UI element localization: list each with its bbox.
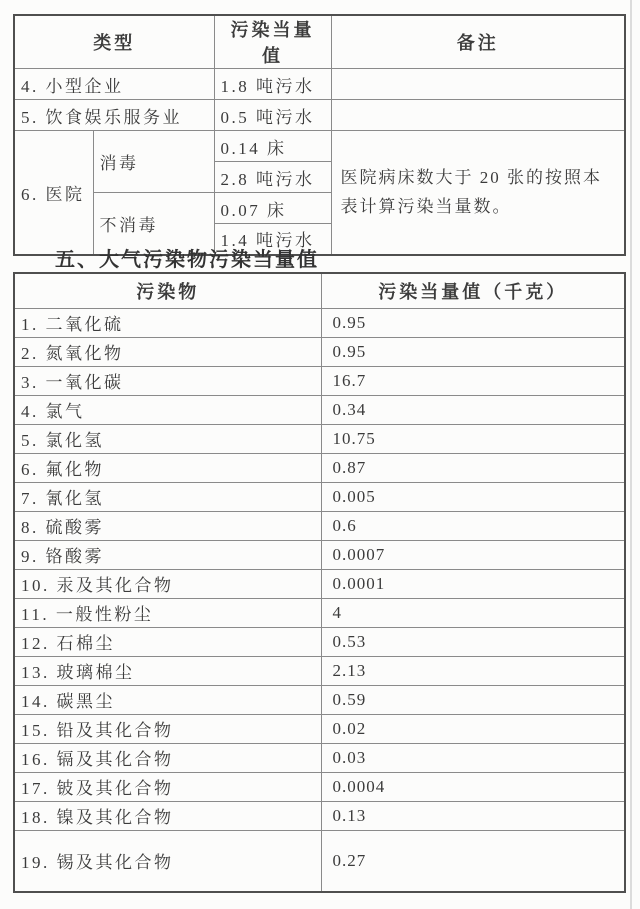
pollutant-cell: 7. 氰化氢 <box>14 482 321 511</box>
value-cell: 0.95 <box>321 308 625 337</box>
water-pollution-equivalent-table <box>13 14 626 256</box>
remark-cell-empty <box>331 69 625 100</box>
pollutant-cell: 14. 碳黑尘 <box>14 685 321 714</box>
value-cell: 0.13 <box>321 801 625 830</box>
value-cell: 0.27 <box>321 830 625 892</box>
hospital-label-cell: 6. 医院 <box>14 131 93 255</box>
column-header-equivalent-value-kg: 污染当量值（千克） <box>321 273 625 308</box>
value-cell: 2.8 吨污水 <box>214 162 331 193</box>
table-row <box>14 366 625 395</box>
pollutant-cell: 1. 二氧化硫 <box>14 308 321 337</box>
table-row <box>14 424 625 453</box>
value-cell: 0.02 <box>321 714 625 743</box>
value-cell: 4 <box>321 598 625 627</box>
table-row <box>14 685 625 714</box>
table-row-hospital-disinfect-1 <box>14 131 625 162</box>
table-row <box>14 598 625 627</box>
pollutant-cell: 5. 氯化氢 <box>14 424 321 453</box>
table-row <box>14 540 625 569</box>
column-header-equivalent-value: 污染当量值 <box>214 15 331 69</box>
pollutant-cell: 19. 锡及其化合物 <box>14 830 321 892</box>
type-cell: 4. 小型企业 <box>14 69 214 100</box>
table-row <box>14 801 625 830</box>
value-cell: 1.4 吨污水 <box>214 224 331 255</box>
table-row <box>14 714 625 743</box>
pollutant-cell: 12. 石棉尘 <box>14 627 321 656</box>
table-row <box>14 453 625 482</box>
table-row-food-entertainment <box>14 100 625 131</box>
value-cell: 0.0001 <box>321 569 625 598</box>
pollutant-cell: 17. 铍及其化合物 <box>14 772 321 801</box>
table-row <box>14 743 625 772</box>
table-row <box>14 656 625 685</box>
value-cell: 0.53 <box>321 627 625 656</box>
value-cell: 2.13 <box>321 656 625 685</box>
table-row <box>14 627 625 656</box>
value-cell: 0.0007 <box>321 540 625 569</box>
table-row <box>14 395 625 424</box>
pollutant-cell: 11. 一般性粉尘 <box>14 598 321 627</box>
table-row <box>14 482 625 511</box>
value-cell: 0.07 床 <box>214 193 331 224</box>
pollutant-cell: 10. 汞及其化合物 <box>14 569 321 598</box>
pollutant-cell: 8. 硫酸雾 <box>14 511 321 540</box>
table-row <box>14 308 625 337</box>
value-cell: 0.87 <box>321 453 625 482</box>
water-table-header-row <box>14 15 625 69</box>
scan-edge-artifact <box>630 0 632 909</box>
pollutant-cell: 3. 一氧化碳 <box>14 366 321 395</box>
table-row <box>14 830 625 892</box>
air-pollutant-equivalent-table <box>13 272 626 893</box>
air-table-header-row <box>14 273 625 308</box>
pollutant-cell: 15. 铅及其化合物 <box>14 714 321 743</box>
pollutant-cell: 13. 玻璃棉尘 <box>14 656 321 685</box>
disinfect-label-cell: 消毒 <box>93 131 214 193</box>
type-cell: 5. 饮食娱乐服务业 <box>14 100 214 131</box>
column-header-pollutant: 污染物 <box>14 273 321 308</box>
pollutant-cell: 16. 镉及其化合物 <box>14 743 321 772</box>
nondisinfect-label-cell: 不消毒 <box>93 193 214 255</box>
table-row <box>14 569 625 598</box>
value-cell: 0.59 <box>321 685 625 714</box>
pollutant-cell: 6. 氟化物 <box>14 453 321 482</box>
value-cell: 10.75 <box>321 424 625 453</box>
value-cell: 0.03 <box>321 743 625 772</box>
value-cell: 0.5 吨污水 <box>214 100 331 131</box>
table-row <box>14 772 625 801</box>
section-heading: 五、大气污染物污染当量值 <box>55 249 319 271</box>
value-cell: 1.8 吨污水 <box>214 69 331 100</box>
hospital-remark-cell: 医院病床数大于 20 张的按照本表计算污染当量数。 <box>331 131 625 255</box>
table-row-small-enterprise <box>14 69 625 100</box>
column-header-remark: 备注 <box>331 15 625 69</box>
value-cell: 0.6 <box>321 511 625 540</box>
pollutant-cell: 9. 铬酸雾 <box>14 540 321 569</box>
column-header-type: 类型 <box>14 15 214 69</box>
value-cell: 0.34 <box>321 395 625 424</box>
value-cell: 0.14 床 <box>214 131 331 162</box>
value-cell: 0.0004 <box>321 772 625 801</box>
table-row <box>14 337 625 366</box>
remark-cell-empty <box>331 100 625 131</box>
value-cell: 16.7 <box>321 366 625 395</box>
table-row <box>14 511 625 540</box>
pollutant-cell: 4. 氯气 <box>14 395 321 424</box>
air-pollutant-rows <box>14 308 625 892</box>
pollutant-cell: 18. 镍及其化合物 <box>14 801 321 830</box>
value-cell: 0.005 <box>321 482 625 511</box>
pollutant-cell: 2. 氮氧化物 <box>14 337 321 366</box>
value-cell: 0.95 <box>321 337 625 366</box>
